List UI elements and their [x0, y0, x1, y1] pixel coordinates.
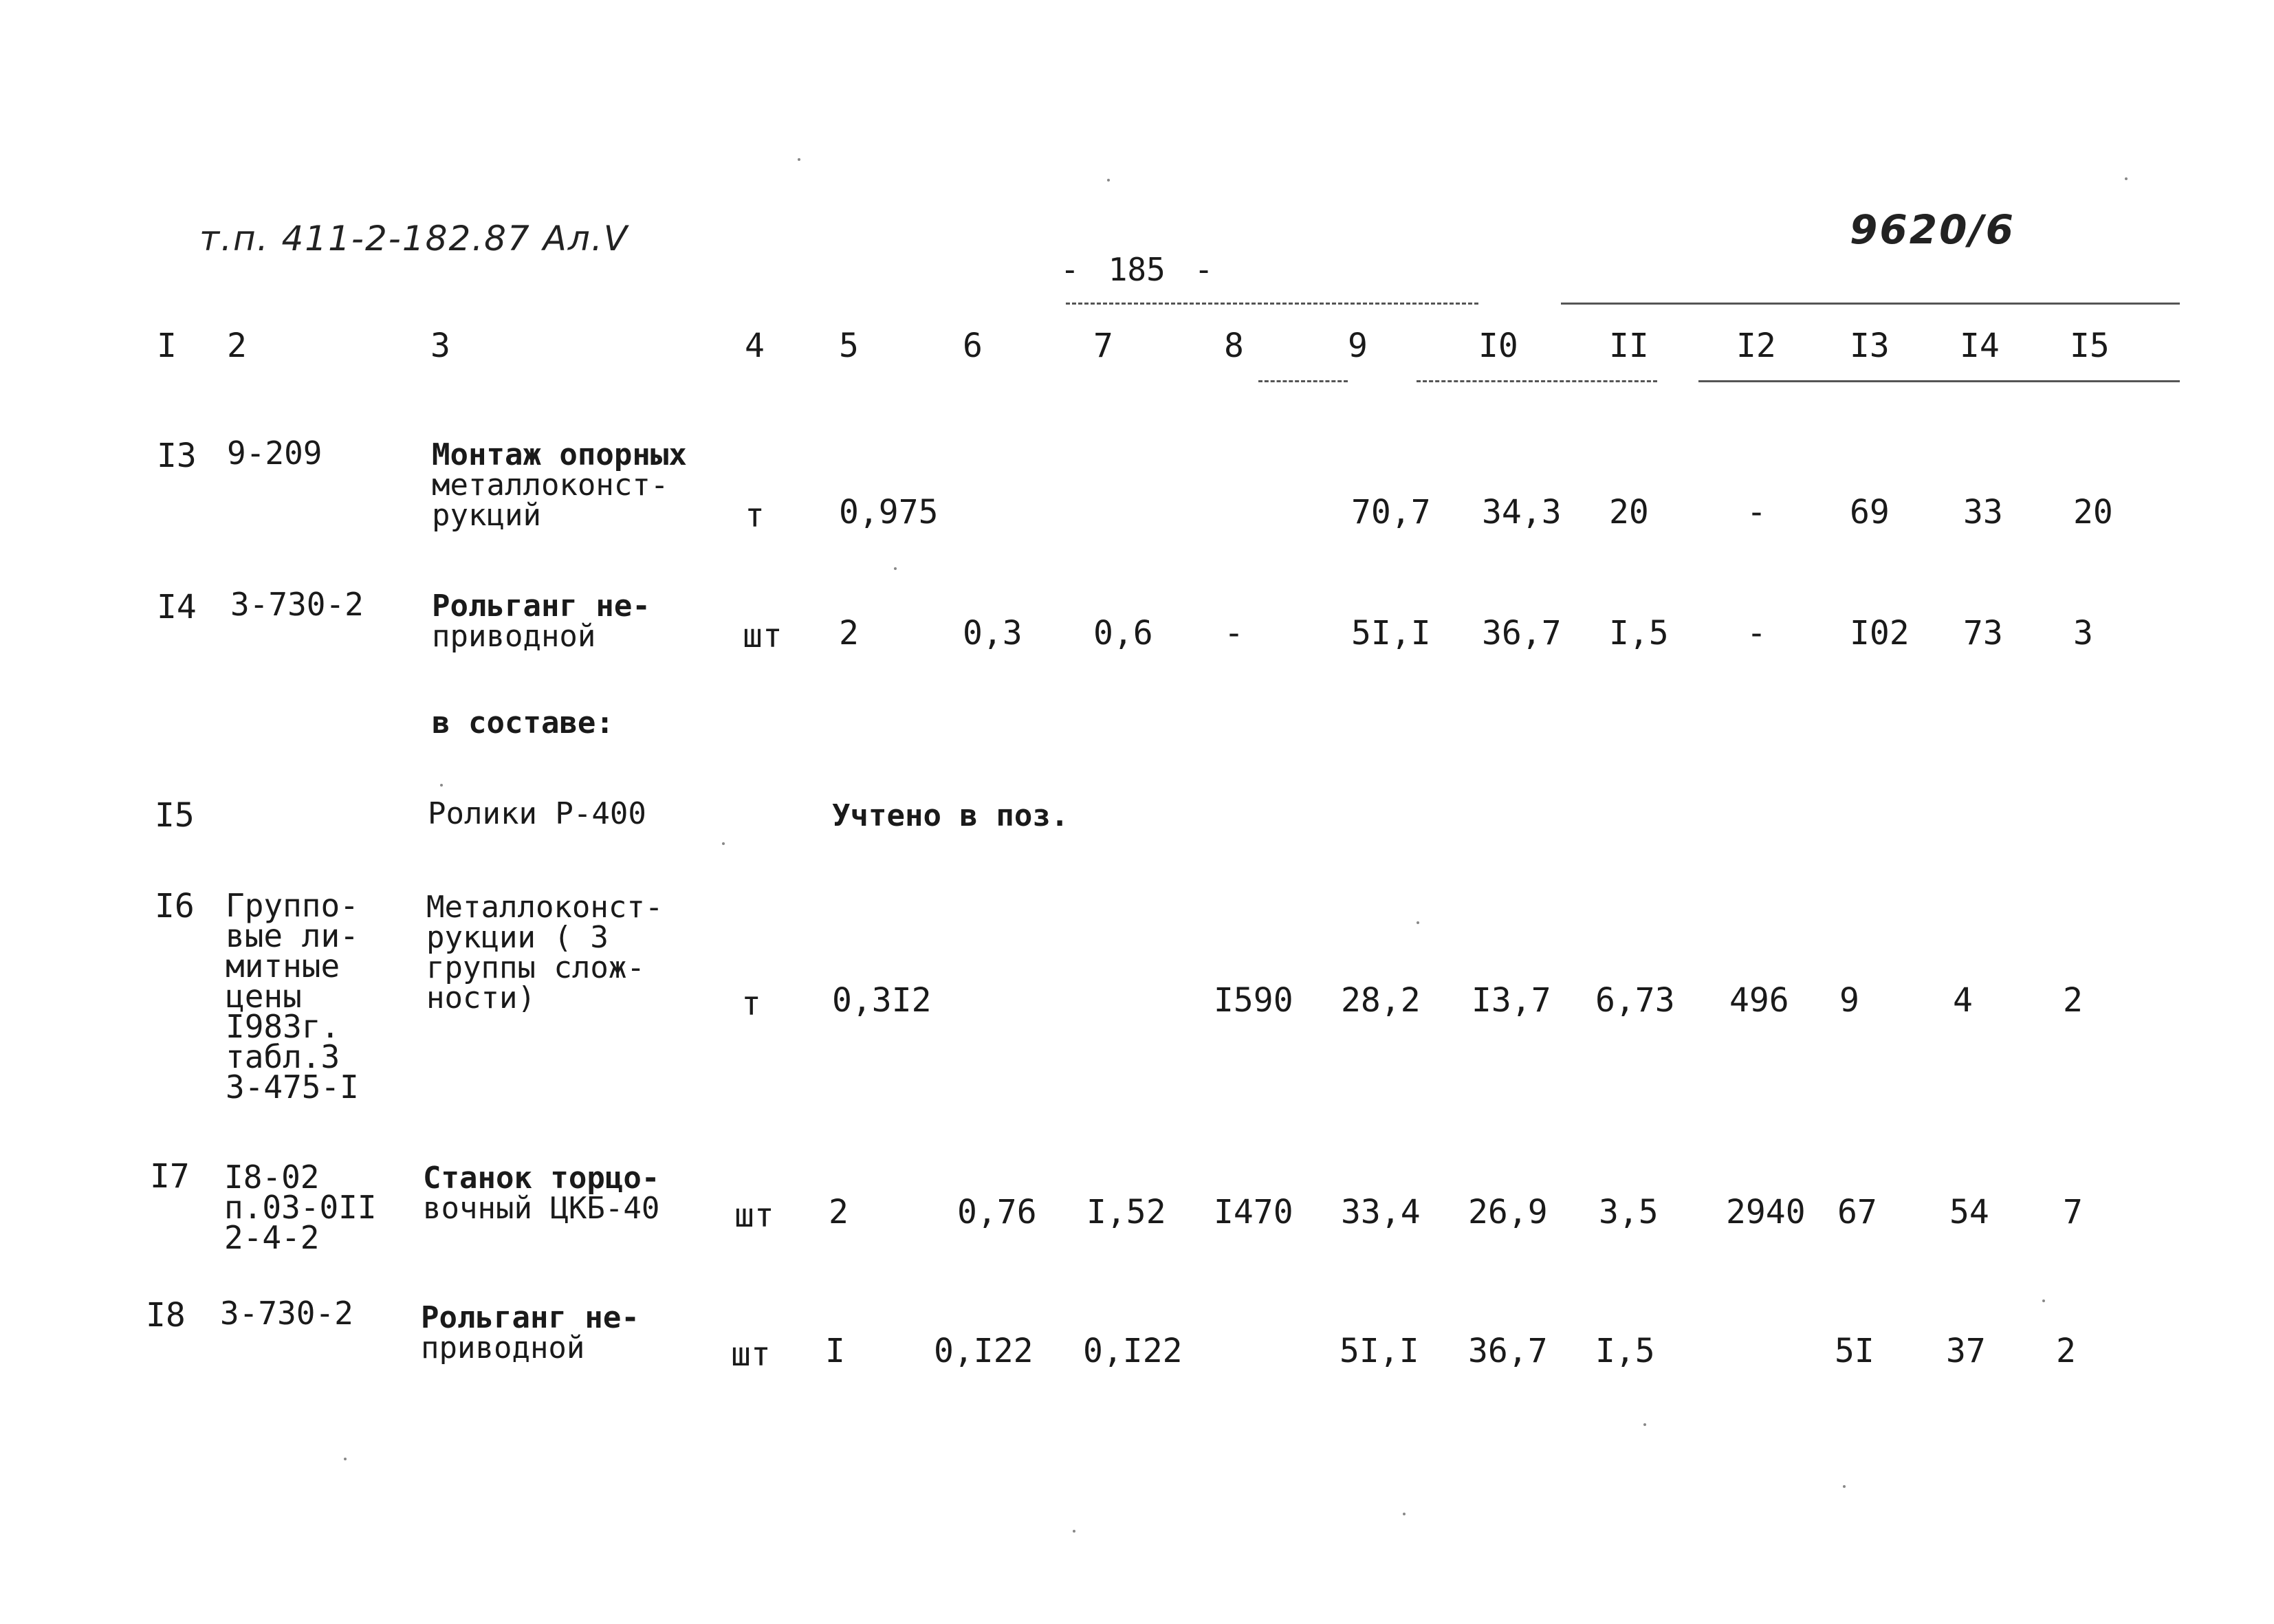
scan-speck: [344, 1458, 347, 1460]
column-number: 2: [227, 327, 247, 365]
cell-col7: 0,6: [1093, 614, 1153, 652]
scan-speck: [1107, 179, 1110, 182]
row-code-line: I8-02: [224, 1159, 320, 1196]
page-number: - 185 -: [1060, 251, 1214, 288]
row-position: I4: [157, 588, 197, 626]
row-remark: Учтено в поз.: [832, 798, 1069, 833]
row-code-line: п.03-0II: [224, 1189, 377, 1226]
composition-note: в составе:: [432, 705, 614, 740]
cell-col15: 2: [2056, 1332, 2076, 1370]
cell-col10: 36,7: [1482, 614, 1562, 652]
row-name-line: рукций: [432, 498, 541, 533]
row-name-line: группы слож-: [426, 950, 645, 985]
row-name-line: рукции ( 3: [426, 920, 609, 955]
top-rule-right: [1561, 303, 2180, 305]
row-code-line: 2-4-2: [224, 1219, 320, 1256]
column-number: 3: [430, 327, 450, 365]
column-number: I0: [1478, 327, 1518, 365]
row-name-line: металлоконст-: [432, 468, 669, 503]
row-code-line: I983г.: [226, 1008, 340, 1045]
row-code: 3-730-2: [230, 586, 364, 623]
page-number-value: 185: [1108, 251, 1166, 288]
cell-col14: 54: [1949, 1193, 1989, 1231]
column-number: II: [1609, 327, 1649, 365]
cell-col11: I,5: [1609, 614, 1669, 652]
cell-col8: I470: [1214, 1193, 1293, 1231]
cell-col13: 67: [1837, 1193, 1877, 1231]
row-name-line: Рольганг не-: [432, 589, 651, 624]
row-code-line: табл.3: [226, 1038, 340, 1075]
column-number: I3: [1850, 327, 1890, 365]
cell-col6: 0,I22: [934, 1332, 1034, 1370]
row-code-line: вые ли-: [226, 917, 359, 954]
cell-col9: 28,2: [1341, 981, 1421, 1020]
cell-col15: 20: [2073, 493, 2113, 531]
cell-col11: 3,5: [1599, 1193, 1659, 1231]
scan-speck: [1417, 921, 1419, 924]
scan-speck: [722, 842, 725, 845]
column-number: 7: [1093, 327, 1113, 365]
row-name-line: Ролики Р-400: [428, 796, 646, 831]
column-number: 8: [1224, 327, 1244, 365]
scan-speck: [894, 567, 897, 570]
cell-unit: шт: [731, 1335, 771, 1374]
row-name-line: приводной: [421, 1330, 585, 1365]
cell-col5: 0,3I2: [832, 981, 932, 1020]
row-name-line: ности): [426, 980, 536, 1016]
cell-col10: 26,9: [1468, 1193, 1548, 1231]
cell-col7: 0,I22: [1083, 1332, 1183, 1370]
cell-col9: 5I,I: [1351, 614, 1431, 652]
row-code: 9-209: [227, 435, 322, 472]
cell-col5: 2: [839, 614, 859, 652]
row-position: I5: [155, 796, 195, 835]
cell-unit: шт: [743, 617, 783, 655]
cell-col8: I590: [1214, 981, 1293, 1020]
cell-col13: 69: [1850, 493, 1890, 531]
cell-col6: 0,76: [957, 1193, 1037, 1231]
scan-speck: [440, 784, 443, 787]
column-header-rule-right: [1698, 380, 2180, 382]
row-position: I7: [150, 1157, 190, 1196]
cell-col9: 5I,I: [1340, 1332, 1419, 1370]
row-name-line: Рольганг не-: [421, 1300, 639, 1335]
cell-col12: 2940: [1726, 1193, 1806, 1231]
cell-col12: 496: [1729, 981, 1789, 1020]
cell-col15: 3: [2073, 614, 2093, 652]
column-number: 6: [963, 327, 983, 365]
cell-col13: 9: [1839, 981, 1859, 1020]
cell-col11: I,5: [1595, 1332, 1655, 1370]
cell-unit: шт: [734, 1196, 774, 1235]
cell-unit: т: [745, 496, 765, 535]
top-rule-left: [1066, 303, 1478, 305]
scan-speck: [2042, 1299, 2045, 1302]
cell-col15: 7: [2063, 1193, 2083, 1231]
archive-code: 9620/6: [1850, 206, 2015, 253]
row-code-line: митные: [226, 947, 340, 985]
cell-col11: 6,73: [1595, 981, 1675, 1020]
row-position: I3: [157, 437, 197, 475]
cell-col14: 73: [1963, 614, 2003, 652]
cell-col13: I02: [1850, 614, 1910, 652]
cell-col14: 4: [1953, 981, 1973, 1020]
row-name-line: Монтаж опорных: [432, 437, 687, 472]
column-number: I: [157, 327, 177, 365]
column-number: 5: [839, 327, 859, 365]
column-number: 4: [745, 327, 765, 365]
cell-col9: 70,7: [1351, 493, 1431, 531]
row-name-line: Металлоконст-: [426, 890, 664, 925]
cell-col7: I,52: [1086, 1193, 1166, 1231]
cell-col9: 33,4: [1341, 1193, 1421, 1231]
cell-col14: 33: [1963, 493, 2003, 531]
cell-col13: 5I: [1835, 1332, 1874, 1370]
cell-col5: I: [825, 1332, 845, 1370]
column-number: I5: [2070, 327, 2110, 365]
row-name-line: приводной: [432, 619, 596, 654]
cell-col11: 20: [1609, 493, 1649, 531]
cell-col6: 0,3: [963, 614, 1023, 652]
cell-col10: 36,7: [1468, 1332, 1548, 1370]
row-position: I6: [155, 887, 195, 925]
cell-col5: 2: [829, 1193, 849, 1231]
cell-col5: 0,975: [839, 493, 939, 531]
cell-col10: I3,7: [1472, 981, 1551, 1020]
cell-col10: 34,3: [1482, 493, 1562, 531]
scan-speck: [1073, 1530, 1075, 1533]
cell-col12: -: [1747, 614, 1767, 652]
row-code-line: цены: [226, 978, 302, 1015]
column-number: 9: [1348, 327, 1368, 365]
scan-speck: [1403, 1513, 1406, 1515]
row-position: I8: [146, 1296, 186, 1335]
row-code: 3-730-2: [220, 1295, 353, 1332]
cell-col12: -: [1747, 493, 1767, 531]
column-header-rule-mid: [1417, 380, 1657, 382]
column-number: I2: [1736, 327, 1776, 365]
scan-speck: [1643, 1423, 1646, 1426]
scan-speck: [2125, 177, 2128, 180]
row-name-line: вочный ЦКБ-40: [423, 1191, 660, 1226]
column-number: I4: [1960, 327, 2000, 365]
document-reference: т.п. 411-2-182.87 Ал.V: [199, 219, 628, 259]
row-name-line: Станок торцо-: [423, 1161, 660, 1196]
scan-speck: [1843, 1485, 1846, 1488]
cell-unit: т: [741, 985, 761, 1023]
cell-col14: 37: [1946, 1332, 1986, 1370]
row-code-line: 3-475-I: [226, 1068, 359, 1106]
scan-speck: [798, 158, 800, 161]
column-header-rule-left: [1258, 380, 1348, 382]
cell-col15: 2: [2063, 981, 2083, 1020]
cell-col8: -: [1224, 614, 1244, 652]
row-code-line: Группо-: [226, 887, 359, 924]
